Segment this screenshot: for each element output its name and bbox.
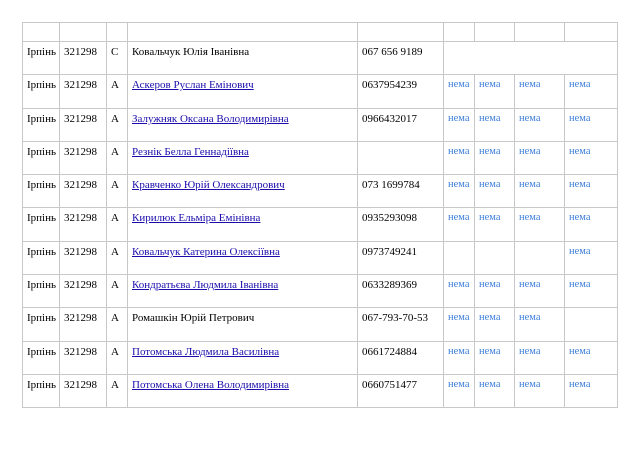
status-cell: нема [475,141,515,174]
status-cell-merged [444,42,618,75]
status-cell: нема [515,75,565,108]
table-row [23,42,618,75]
status-cell [444,241,475,274]
status-cell: нема [444,374,475,407]
phone-cell: 0637954239 [358,75,444,108]
status-cell: нема [515,374,565,407]
status-cell: нема [565,341,618,374]
status-cell: нема [475,275,515,308]
code-cell: 321298 [60,108,107,141]
table-header-row [23,23,618,42]
table-row [23,275,618,308]
city-cell: Ірпінь [23,175,60,208]
status-cell: нема [475,308,515,341]
city-cell: Ірпінь [23,275,60,308]
empty-cell [475,23,515,42]
phone-cell: 073 1699784 [358,175,444,208]
status-cell: нема [515,208,565,241]
status-cell: нема [515,275,565,308]
status-cell: нема [515,175,565,208]
table-row [23,374,618,407]
phone-cell: 0973749241 [358,241,444,274]
name-cell [128,108,358,141]
status-cell: нема [444,141,475,174]
status-cell: нема [565,108,618,141]
phone-cell: 067 656 9189 [358,42,444,75]
status-cell: нема [444,75,475,108]
name-text: Ковальчук Юлія Іванівна [132,46,250,58]
city-cell: Ірпінь [23,308,60,341]
table-row [23,241,618,274]
code-cell: 321298 [60,241,107,274]
name-link[interactable]: Аскеров Руслан Емінович [132,79,254,92]
city-cell: Ірпінь [23,208,60,241]
status-cell: нема [515,341,565,374]
status-cell: нема [565,175,618,208]
name-link[interactable]: Потомська Олена Володимирівна [132,378,289,391]
status-cell: нема [475,341,515,374]
city-cell: Ірпінь [23,141,60,174]
status-cell [565,308,618,341]
city-cell: Ірпінь [23,374,60,407]
status-cell: нема [565,241,618,274]
class-cell: А [107,241,128,274]
status-cell [475,241,515,274]
empty-cell [565,23,618,42]
status-cell: нема [515,141,565,174]
status-cell: нема [565,275,618,308]
table-row [23,141,618,174]
empty-cell [444,23,475,42]
name-cell [128,175,358,208]
phone-cell [358,141,444,174]
status-cell: нема [515,108,565,141]
table-row [23,75,618,108]
name-link[interactable]: Кондратьєва Людмила Іванівна [132,279,279,292]
class-cell: А [107,141,128,174]
status-cell: нема [444,275,475,308]
status-cell: нема [475,374,515,407]
class-cell: А [107,275,128,308]
empty-cell [515,23,565,42]
status-cell: нема [444,108,475,141]
code-cell: 321298 [60,208,107,241]
status-cell: нема [444,175,475,208]
table-row [23,208,618,241]
code-cell: 321298 [60,374,107,407]
code-cell: 321298 [60,341,107,374]
empty-cell [107,23,128,42]
status-cell: нема [515,308,565,341]
class-cell: А [107,175,128,208]
name-link[interactable]: Потомська Людмила Василівна [132,345,280,358]
status-cell: нема [475,175,515,208]
code-cell: 321298 [60,75,107,108]
empty-cell [128,23,358,42]
class-cell: А [107,75,128,108]
code-cell: 321298 [60,275,107,308]
city-cell: Ірпінь [23,341,60,374]
status-cell [515,241,565,274]
code-cell: 321298 [60,42,107,75]
empty-cell [60,23,107,42]
name-cell [128,75,358,108]
status-cell: нема [565,141,618,174]
empty-cell [23,23,60,42]
table-row [23,308,618,341]
name-cell [128,374,358,407]
class-cell: А [107,108,128,141]
city-cell: Ірпінь [23,42,60,75]
name-cell [128,241,358,274]
class-cell: С [107,42,128,75]
name-link[interactable]: Резнік Белла Геннадіївна [132,145,249,158]
name-cell [128,208,358,241]
status-cell: нема [444,341,475,374]
class-cell: А [107,341,128,374]
phone-cell: 067-793-70-53 [358,308,444,341]
name-link[interactable]: Кирилюк Ельміра Емінівна [132,212,261,225]
class-cell: А [107,374,128,407]
name-link[interactable]: Залужняк Оксана Володимирівна [132,112,289,125]
phone-cell: 0935293098 [358,208,444,241]
status-cell: нема [565,208,618,241]
code-cell: 321298 [60,308,107,341]
name-cell [128,308,358,341]
city-cell: Ірпінь [23,108,60,141]
name-link[interactable]: Кравченко Юрій Олександрович [132,179,285,192]
class-cell: А [107,208,128,241]
status-cell: нема [565,374,618,407]
name-cell [128,275,358,308]
phone-cell: 0966432017 [358,108,444,141]
empty-cell [358,23,444,42]
phone-cell: 0660751477 [358,374,444,407]
name-link[interactable]: Ковальчук Катерина Олексіївна [132,245,280,258]
class-cell: А [107,308,128,341]
city-cell: Ірпінь [23,241,60,274]
status-cell: нема [475,108,515,141]
phone-cell: 0661724884 [358,341,444,374]
table-row [23,108,618,141]
city-cell: Ірпінь [23,75,60,108]
phone-cell: 0633289369 [358,275,444,308]
name-cell [128,42,358,75]
code-cell: 321298 [60,141,107,174]
name-cell [128,341,358,374]
status-cell: нема [565,75,618,108]
code-cell: 321298 [60,175,107,208]
status-cell: нема [475,208,515,241]
table-row [23,341,618,374]
status-cell: нема [444,208,475,241]
name-text: Ромашкін Юрій Петрович [132,312,255,325]
status-cell: нема [475,75,515,108]
status-cell: нема [444,308,475,341]
table-row [23,175,618,208]
name-cell [128,141,358,174]
contacts-table [22,22,618,408]
